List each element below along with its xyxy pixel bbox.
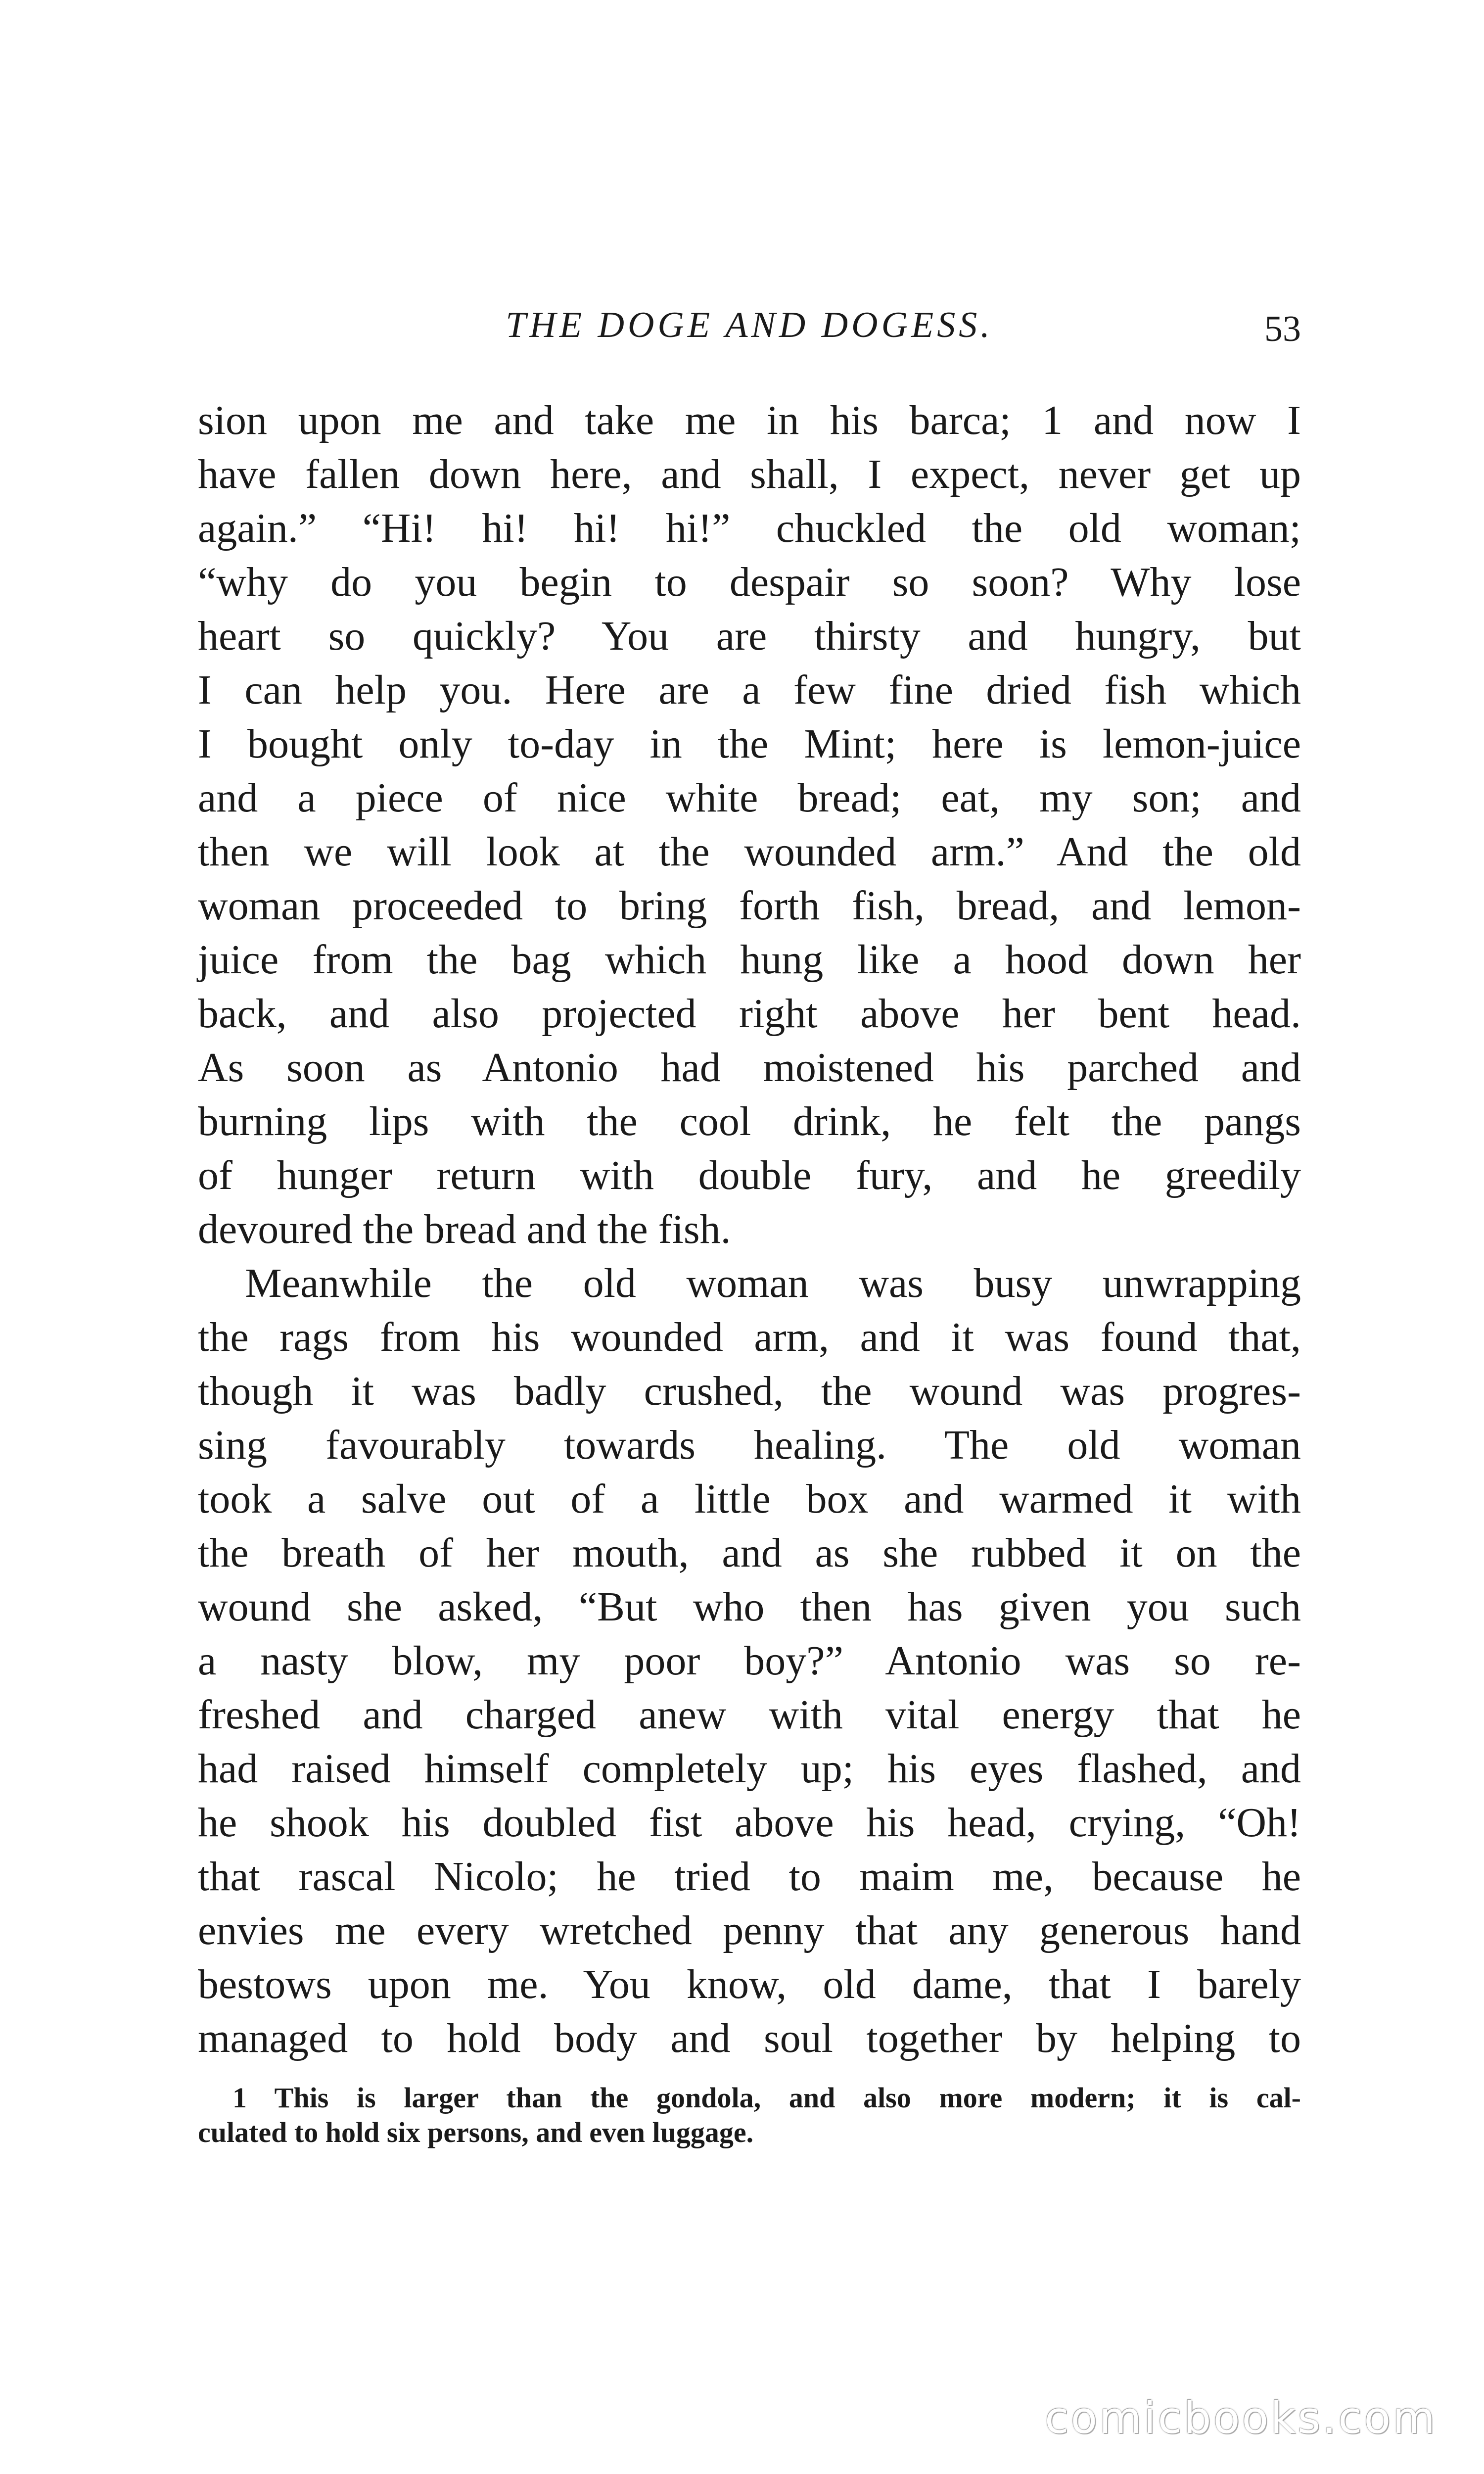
running-title: THE DOGE AND DOGESS. — [506, 305, 993, 345]
text-line: took a salve out of a little box and warmed it with — [198, 1476, 1301, 1522]
text-line: the breath of her mouth, and as she rubbed it on the — [198, 1530, 1301, 1576]
page-number: 53 — [1264, 309, 1301, 349]
text-line: had raised himself completely up; his eyes flashed, and — [198, 1746, 1301, 1792]
text-line: again.” “Hi! hi! hi! hi!” chuckled the old woman; — [198, 505, 1301, 551]
text-line: and a piece of nice white bread; eat, my son; and — [198, 775, 1301, 821]
text-line: envies me every wretched penny that any generous hand — [198, 1907, 1301, 1953]
text-line: heart so quickly? You are thirsty and hungry, but — [198, 613, 1301, 659]
text-line: devoured the bread and the fish. — [198, 1206, 731, 1252]
text-line: “why do you begin to despair so soon? Why lose — [198, 559, 1301, 605]
watermark: comicbooks.com — [1044, 2392, 1437, 2443]
text-line: though it was badly crushed, the wound was progres- — [198, 1368, 1301, 1414]
footnote — [198, 2081, 1301, 2150]
text-line: he shook his doubled fist above his head, crying, “Oh! — [198, 1800, 1301, 1846]
text-line: woman proceeded to bring forth fish, bread, and lemon- — [198, 883, 1301, 929]
text-line: that rascal Nicolo; he tried to maim me, because he — [198, 1854, 1301, 1900]
text-line: freshed and charged anew with vital energy that he — [198, 1692, 1301, 1738]
text-line: I can help you. Here are a few fine dried fish which — [198, 667, 1301, 713]
text-line: sion upon me and take me in his barca; 1 and now I — [198, 397, 1301, 443]
text-line: sing favourably towards healing. The old woman — [198, 1422, 1301, 1468]
text-line: burning lips with the cool drink, he felt the pangs — [198, 1098, 1301, 1144]
text-line: Meanwhile the old woman was busy unwrapping — [245, 1260, 1301, 1306]
text-line: bestows upon me. You know, old dame, that I barely — [198, 1961, 1301, 2007]
running-head — [198, 304, 1301, 359]
text-line: juice from the bag which hung like a hood down her — [198, 937, 1301, 983]
footnote-line: 1 This is larger than the gondola, and also more modern; it is cal- — [232, 2082, 1301, 2114]
body-text — [198, 393, 1301, 2065]
text-line: managed to hold body and soul together by helping to — [198, 2015, 1301, 2061]
text-line: a nasty blow, my poor boy?” Antonio was so re- — [198, 1638, 1301, 1684]
text-line: back, and also projected right above her bent head. — [198, 991, 1301, 1037]
text-line: of hunger return with double fury, and he greedily — [198, 1152, 1301, 1198]
text-line: have fallen down here, and shall, I expect, never get up — [198, 451, 1301, 497]
text-line: I bought only to-day in the Mint; here is lemon-juice — [198, 721, 1301, 767]
footnote-line: culated to hold six persons, and even luggage. — [198, 2116, 754, 2148]
text-line: As soon as Antonio had moistened his parched and — [198, 1045, 1301, 1091]
text-line: wound she asked, “But who then has given you such — [198, 1584, 1301, 1630]
text-line: then we will look at the wounded arm.” And the old — [198, 829, 1301, 875]
text-line: the rags from his wounded arm, and it was found that, — [198, 1314, 1301, 1360]
